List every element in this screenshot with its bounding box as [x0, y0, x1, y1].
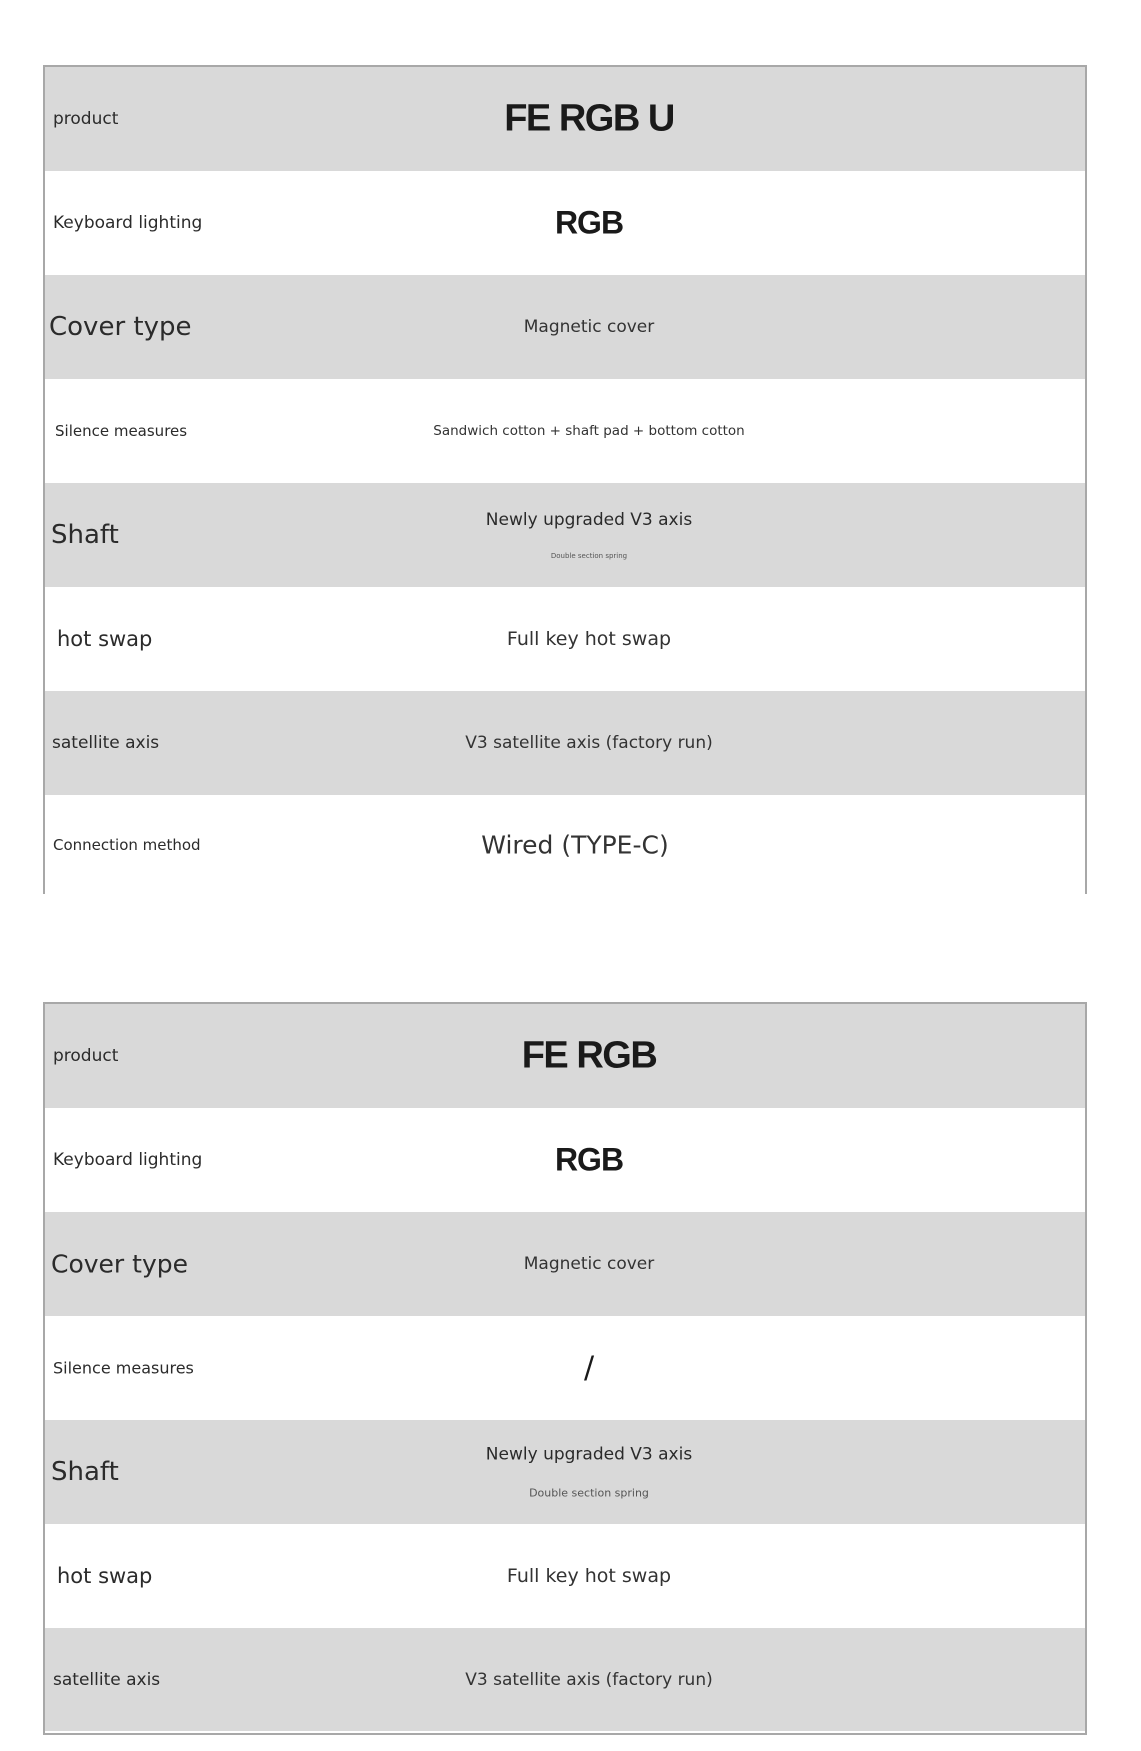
spec-table-fe-rgb	[43, 1002, 1087, 1735]
row-shaft	[45, 483, 1085, 587]
row-label: Shaft	[51, 1457, 119, 1487]
row-cover-type	[45, 1212, 1085, 1316]
row-label: Silence measures	[53, 1358, 194, 1378]
row-satellite-axis	[45, 1628, 1085, 1731]
row-label: Cover type	[51, 1249, 188, 1279]
row-satellite-axis	[45, 691, 1085, 795]
row-value: Full key hot swap	[506, 628, 672, 650]
row-label: Shaft	[51, 520, 119, 550]
row-value: V3 satellite axis (factory run)	[465, 733, 713, 753]
row-hot-swap	[45, 1524, 1085, 1628]
row-value: Magnetic cover	[523, 317, 655, 337]
row-label: Cover type	[49, 312, 192, 342]
row-value: Newly upgraded V3 axis	[485, 1444, 693, 1465]
row-subvalue: Double section spring	[550, 552, 628, 560]
row-label: hot swap	[57, 1564, 153, 1588]
row-keyboard-lighting	[45, 171, 1085, 275]
row-label: satellite axis	[52, 733, 160, 753]
row-label: Connection method	[53, 835, 201, 854]
row-label: satellite axis	[53, 1669, 161, 1690]
row-connection-method	[45, 795, 1085, 894]
row-label: hot swap	[57, 627, 153, 651]
row-value: Magnetic cover	[523, 1254, 655, 1274]
row-label: Keyboard lighting	[53, 1150, 203, 1170]
row-silence-measures	[45, 1316, 1085, 1420]
row-value: FE RGB U	[504, 97, 674, 140]
row-label: Keyboard lighting	[53, 213, 203, 233]
row-subvalue: Double section spring	[529, 1486, 649, 1500]
row-value: Full key hot swap	[506, 1565, 672, 1587]
row-value: Sandwich cotton + shaft pad + bottom cotton	[433, 423, 745, 439]
row-keyboard-lighting	[45, 1108, 1085, 1212]
row-value-stack	[486, 1445, 692, 1500]
row-value: Wired (TYPE-C)	[481, 830, 669, 859]
row-label: Silence measures	[55, 422, 188, 440]
row-hot-swap	[45, 587, 1085, 691]
row-value-stack	[486, 510, 692, 560]
row-product	[45, 67, 1085, 171]
row-value: /	[583, 1350, 595, 1386]
row-product	[45, 1004, 1085, 1108]
row-value: RGB	[554, 204, 624, 241]
row-label: product	[53, 109, 119, 129]
row-value: RGB	[554, 1141, 624, 1178]
row-silence-measures	[45, 379, 1085, 483]
row-shaft	[45, 1420, 1085, 1524]
row-value: V3 satellite axis (factory run)	[465, 1669, 713, 1690]
row-cover-type	[45, 275, 1085, 379]
row-value: Newly upgraded V3 axis	[485, 510, 693, 530]
row-value: FE RGB	[521, 1034, 657, 1077]
row-label: product	[53, 1046, 119, 1066]
spec-table-fe-rgb-u	[43, 65, 1087, 894]
